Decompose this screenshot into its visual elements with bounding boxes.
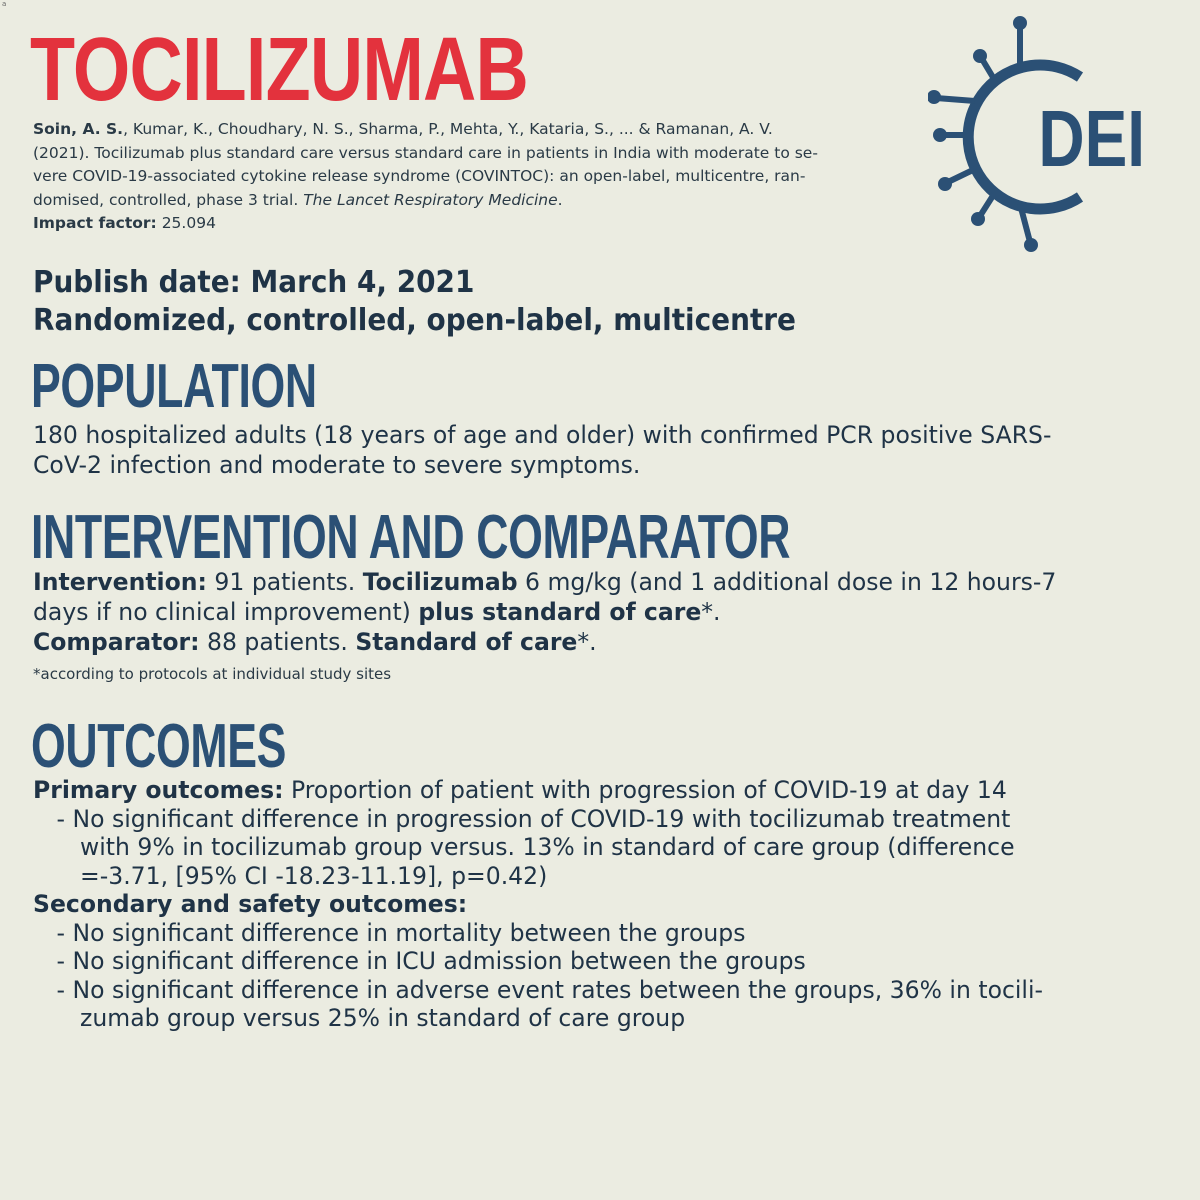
intervention-text [33,567,1056,657]
citation-end: . [557,190,563,209]
comparator-count: 88 patients. [199,628,356,656]
intervention-heading: INTERVENTION AND COMPARATOR [31,503,791,572]
intervention-soc: plus standard of care [418,598,702,626]
corner-mark: a [2,0,7,8]
study-meta [33,264,796,340]
primary-result-line-2: with 9% in tocilizumab group versus. 13% in standard of care group (difference [80,833,1015,861]
citation-line-4: domised, controlled, phase 3 trial. [33,190,304,209]
secondary-outcomes-label: Secondary and safety outcomes: [33,890,468,918]
population-line-2: CoV-2 infection and moderate to severe symptoms. [33,451,641,479]
comparator-drug: Standard of care [355,628,578,656]
drug-title: TOCILIZUMAB [30,20,528,120]
population-text [33,420,1051,480]
intervention-line-2: days if no clinical improvement) [33,598,419,626]
secondary-result-2: - No significant difference in ICU admission between the groups [56,947,806,975]
intervention-drug: Tocilizumab [362,568,518,596]
intervention-asterisk: *. [701,598,721,626]
dei-virus-logo [928,14,1168,254]
primary-outcomes-text: Proportion of patient with progression of COVID-19 at day 14 [283,776,1007,804]
population-line-1: 180 hospitalized adults (18 years of age and older) with confirmed PCR positive SARS- [33,421,1052,449]
intervention-dose: 6 mg/kg (and 1 additional dose in 12 hours-7 [517,568,1057,596]
impact-factor-value: 25.094 [156,214,216,232]
citation [33,118,913,236]
population-heading: POPULATION [31,352,317,421]
primary-result-line-3: =-3.71, [95% CI -18.23-11.19], p=0.42) [80,861,548,890]
publish-date: Publish date: March 4, 2021 [33,265,475,300]
primary-outcomes-label: Primary outcomes: [33,776,284,804]
citation-authors: , Kumar, K., Choudhary, N. S., Sharma, P., Mehta, Y., Kataria, S., ... & Ramanan, A. V. [123,120,773,138]
comparator-label: Comparator: [33,628,200,656]
journal-name: The Lancet Respiratory Medicine [303,190,558,209]
intervention-count: 91 patients. [206,568,363,596]
intervention-label: Intervention: [33,568,207,596]
secondary-result-1: - No significant difference in mortality between the groups [56,918,746,947]
citation-line-2: (2021). Tocilizumab plus standard care versus standard care in patients in India with moderate to se- [33,143,818,162]
impact-factor-label: Impact factor: [33,214,157,232]
citation-line-3: vere COVID-19-associated cytokine release syndrome (COVINTOC): an open-label, multicentre, ran- [33,167,806,185]
primary-result-line-1: - No significant difference in progression of COVID-19 with tocilizumab treatment [56,804,1011,833]
dei-logo-text: DEI [1038,94,1146,184]
outcomes-heading: OUTCOMES [31,712,287,781]
secondary-result-3: - No significant difference in adverse event rates between the groups, 36% in tocili- [56,975,1043,1004]
comparator-asterisk: *. [577,628,597,656]
outcomes-text [33,776,1043,1033]
lead-author: Soin, A. S. [33,120,124,138]
study-design: Randomized, controlled, open-label, multicentre [33,303,796,338]
footnote: *according to protocols at individual study sites [33,665,392,683]
secondary-result-3-cont: zumab group versus 25% in standard of care group [80,1004,686,1032]
